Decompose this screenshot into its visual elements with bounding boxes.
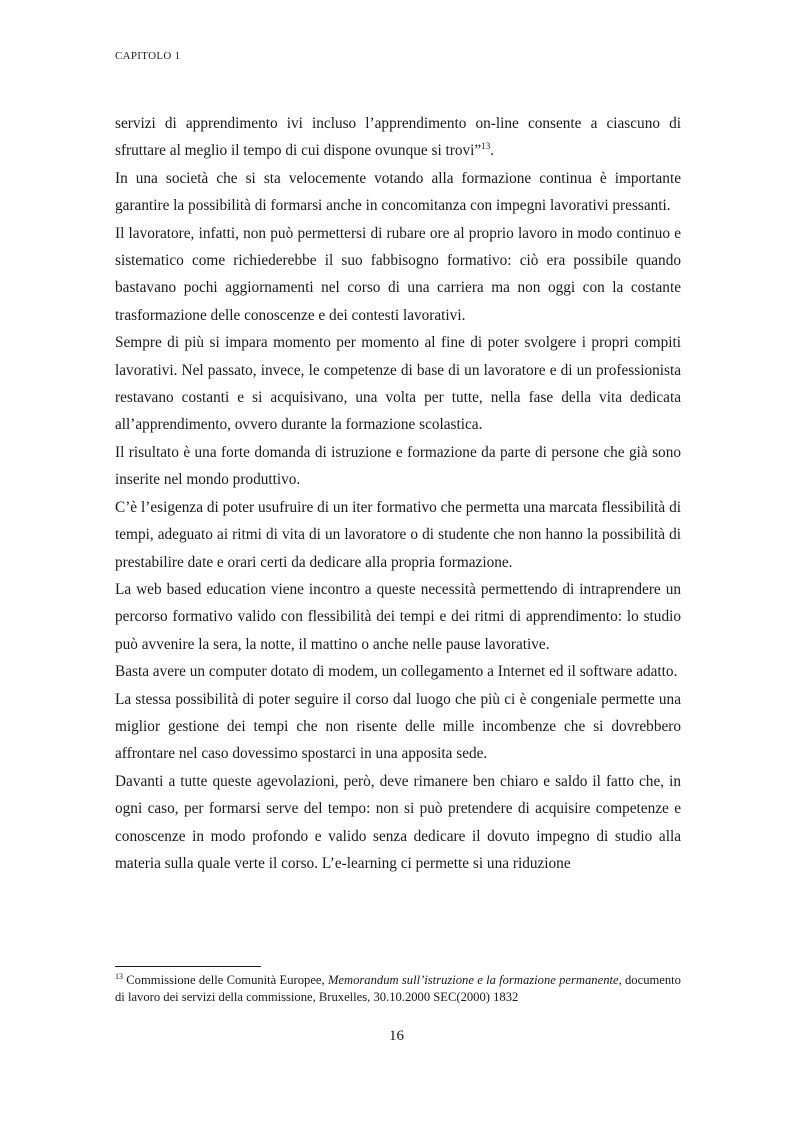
paragraph-1-end: .	[490, 142, 495, 160]
paragraph-10: Davanti a tutte queste agevolazioni, però, deve rimanere ben chiaro e saldo il fatto che, in ogni caso, per formarsi serve del tempo: non si può pretendere di acquisire competenze e conoscenze in modo profondo e valido senza dedicare il dovuto impegno di studio alla materia sulla quale verte il corso. L’e-learning ci permette si una riduzione	[115, 772, 681, 872]
paragraph-7: La web based education viene incontro a queste necessità permettendo di intraprendere un percorso formativo valido con flessibilità dei tempi e dei ritmi di apprendimento: lo studio può avvenire la sera, la notte, il mattino o anche nelle pause lavorative.	[115, 580, 681, 653]
paragraph-8: Basta avere un computer dotato di modem, un collegamento a Internet ed il software adatto.	[115, 663, 678, 681]
footnote-reference: 13	[481, 141, 491, 152]
page-number: 16	[389, 1028, 404, 1044]
paragraph-3: Il lavoratore, infatti, non può permettersi di rubare ore al proprio lavoro in modo continuo e sistematico come richiederebbe il suo fabbisogno formativo: ciò era possibile quando bastavano pochi aggiornamenti nel corso di una carriera ma non oggi con la costante trasformazione delle conoscenze e dei contesti lavorativi.	[115, 224, 681, 324]
footnote-rest: , documento di lavoro dei servizi della commissione, Bruxelles, 30.10.2000 SEC(2000) 1832	[115, 973, 681, 1004]
paragraph-4: Sempre di più si impara momento per momento al fine di poter svolgere i propri compiti lavorativi. Nel passato, invece, le competenze di base di un lavoratore e di un professionista restavano costanti e si acquisivano, una volta per tutte, nella fase della vita dedicata all’apprendimento, ovvero durante la formazione scolastica.	[115, 334, 681, 434]
footnote-number: 13	[115, 972, 123, 981]
paragraph-5: Il risultato è una forte domanda di istruzione e formazione da parte di persone che già sono inserite nel mondo produttivo.	[115, 443, 681, 489]
paragraph-1-text: servizi di apprendimento ivi incluso l’apprendimento on-line consente a ciascuno di sfruttare al meglio il tempo di cui dispone ovunque si trovi”	[115, 115, 681, 160]
footnote-separator	[115, 966, 261, 967]
paragraph-9: La stessa possibilità di poter seguire il corso dal luogo che più ci è congeniale permette una miglior gestione dei tempi che non risente delle mille incombenze che si dovrebbero affrontare nel caso dovessimo spostarci in una apposita sede.	[115, 690, 681, 763]
running-header: CAPITOLO 1	[115, 50, 181, 62]
body-text	[115, 110, 681, 877]
footnote	[115, 972, 681, 1006]
footnote-lead: Commissione delle Comunità Europee,	[126, 973, 325, 987]
footnote-title: Memorandum sull’istruzione e la formazione permanente	[327, 973, 619, 987]
paragraph-1	[115, 110, 681, 165]
paragraph-2: In una società che si sta velocemente votando alla formazione continua è importante garantire la possibilità di formarsi anche in concomitanza con impegni lavorativi pressanti.	[115, 169, 681, 215]
paragraph-6: C’è l’esigenza di poter usufruire di un iter formativo che permetta una marcata flessibilità di tempi, adeguato ai ritmi di vita di un lavoratore o di studente che non hanno la possibilità di prestabilire date e orari certi da dedicare alla propria formazione.	[115, 498, 681, 571]
